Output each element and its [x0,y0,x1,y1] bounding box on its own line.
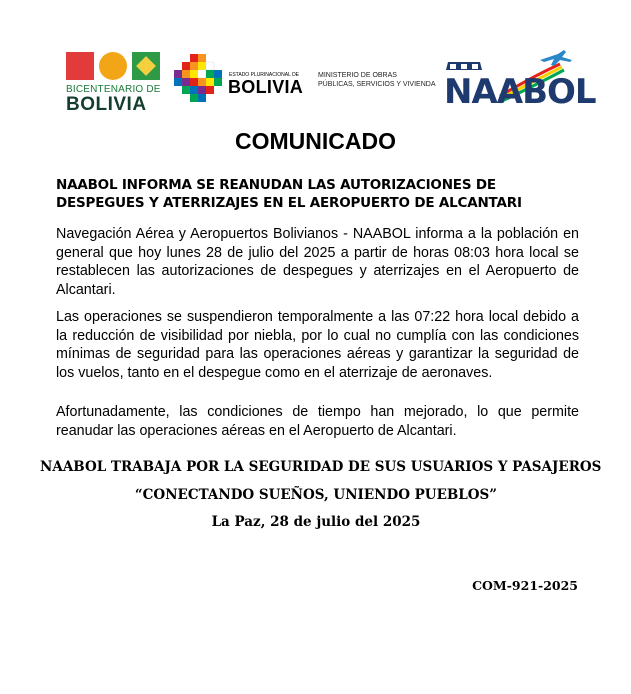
wiphala-icon [172,54,224,106]
estado-plurinacional-logo [172,52,312,107]
ministerio-line1: MINISTERIO DE OBRAS [318,72,397,79]
ministerio-line2: PÚBLICAS, SERVICIOS Y VIVIENDA [318,80,436,88]
naabol-logo [440,48,596,112]
document-code: COM-921-2025 [472,578,578,593]
ministerio-logo [318,72,448,102]
headline: NAABOL INFORMA SE REANUDAN LAS AUTORIZACIONES DE DESPEGUES Y ATERRIZAJES EN EL AEROPUERTO DE ALCANTARI [56,177,522,211]
page-title: COMUNICADO [235,128,396,154]
slogan-connecting: “CONECTANDO SUEÑOS, UNIENDO PUEBLOS” [134,487,498,503]
bicentenario-icon-red [66,52,94,80]
paragraph-1: Navegación Aérea y Aeropuertos Bolivianos - NAABOL informa a la población en general que hoy lunes 28 de julio del 2025 a partir de horas 08:03 hora local se restablecen las autorizaciones de despegues y aterrizajes en el Aeropuerto de Alcantari. [56,226,579,298]
logo-bar [0,48,631,118]
bicentenario-logo [66,52,161,120]
estado-line1: ESTADO PLURINACIONAL DE [229,72,300,78]
bicentenario-line1: BICENTENARIO DE [66,84,161,95]
bicentenario-icon-sun [99,52,127,80]
date-line: La Paz, 28 de julio del 2025 [211,514,421,530]
slogan-safety: NAABOL TRABAJA POR LA SEGURIDAD DE SUS USUARIOS Y PASAJEROS [40,459,602,475]
paragraph-3: Afortunadamente, las condiciones de tiempo han mejorado, lo que permite reanudar las operaciones aéreas en el Aeropuerto de Alcantari. [56,404,579,439]
naabol-text: NAABOL [444,72,596,112]
estado-line2: BOLIVIA [228,77,304,97]
bicentenario-icon-green [132,52,160,80]
bicentenario-line2: BOLIVIA [66,94,147,115]
paragraph-2: Las operaciones se suspendieron temporalmente a las 07:22 hora local debido a la reducción de visibilidad por niebla, por lo cual no cumplía con las condiciones mínimas de seguridad para las operaciones aéreas y garantizar la seguridad de los vuelos, tanto en el despegue como en el aterrizaje de aeronaves. [56,309,579,381]
